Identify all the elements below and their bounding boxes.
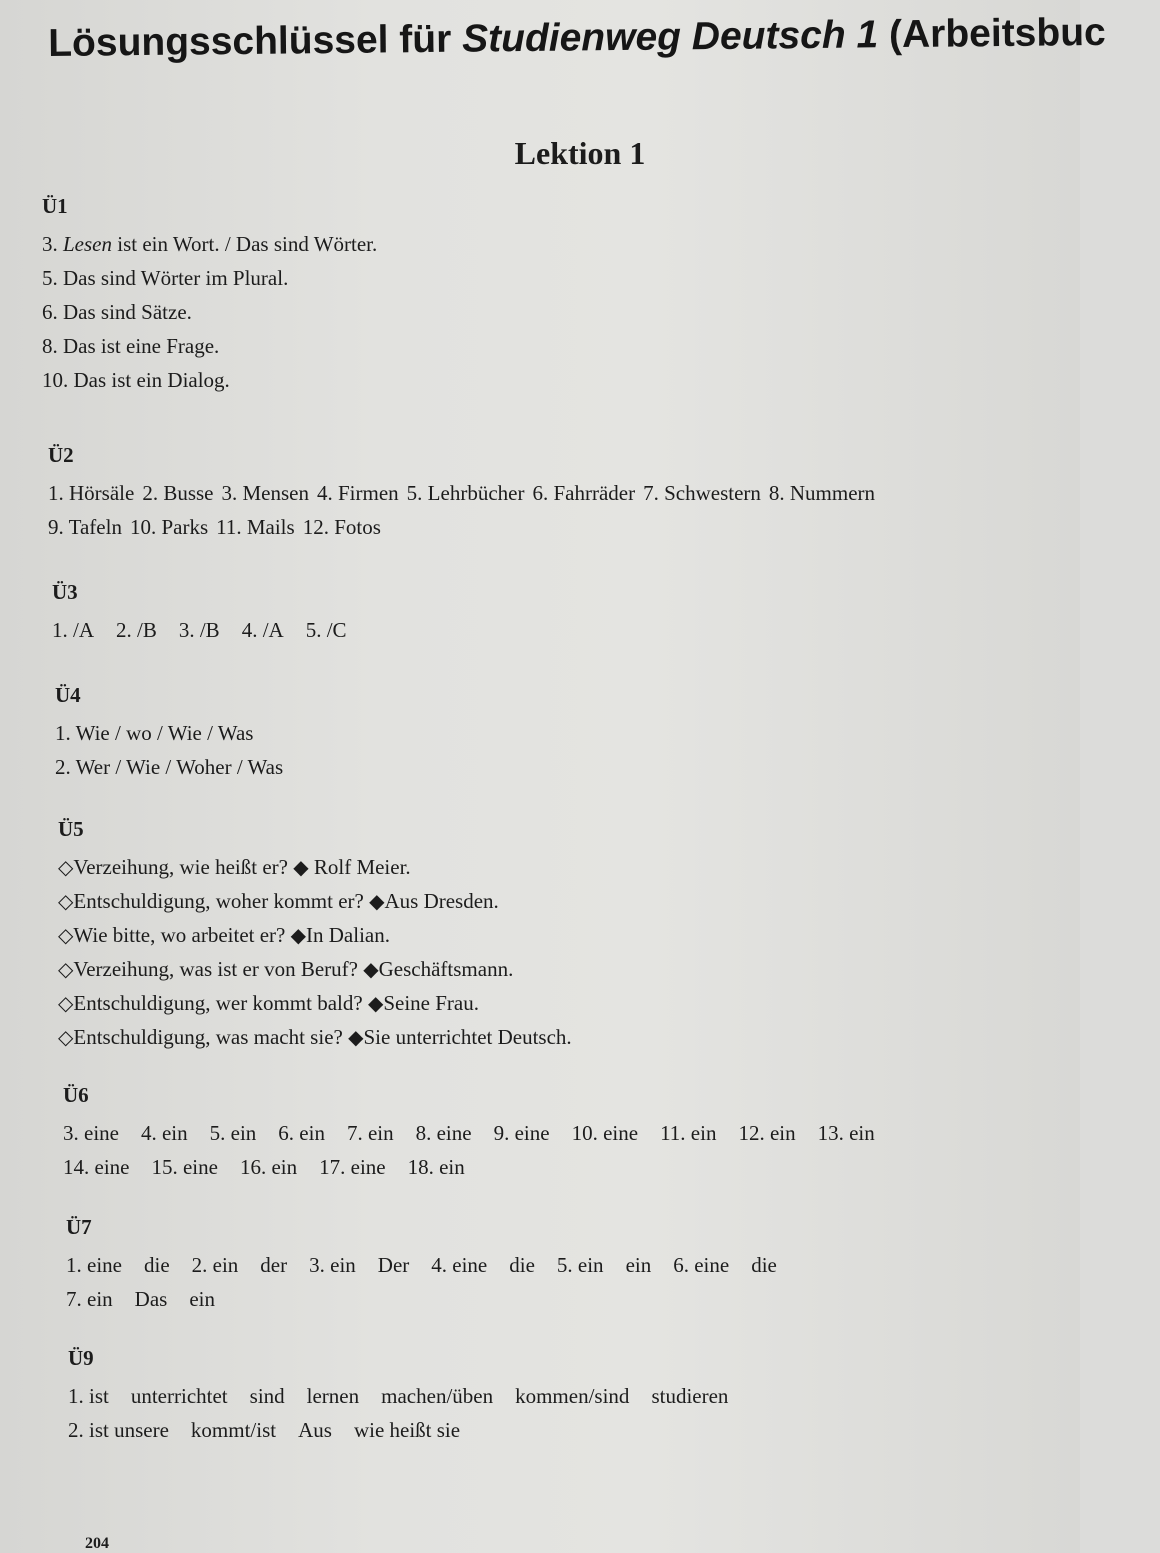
filled-diamond-icon: ◆ [363, 957, 379, 981]
lesson-title: Lektion 1 [514, 135, 646, 171]
dialog-line: ◇Entschuldigung, woher kommt er? ◆Aus Dresden. [58, 889, 499, 913]
page-number: 204 [85, 1535, 109, 1552]
open-diamond-icon: ◇ [58, 855, 74, 879]
filled-diamond-icon: ◆ [290, 923, 306, 947]
open-diamond-icon: ◇ [58, 889, 74, 913]
section-u4 [55, 683, 283, 784]
dialog-line: ◇Wie bitte, wo arbeitet er? ◆In Dalian. [58, 923, 390, 947]
dialog-line: ◇Verzeihung, was ist er von Beruf? ◆Geschäftsmann. [58, 957, 514, 981]
open-diamond-icon: ◇ [58, 991, 74, 1015]
filled-diamond-icon: ◆ [367, 991, 384, 1015]
dialog-line: ◇Entschuldigung, wer kommt bald? ◆Seine Frau. [58, 991, 479, 1015]
section-u5 [58, 817, 572, 1054]
section-title: Ü3 [52, 580, 78, 604]
section-title: Ü5 [58, 817, 84, 841]
section-title: Ü4 [55, 683, 81, 707]
answer-line: 9. Tafeln 10. Parks 11. Mails 12. Fotos [48, 515, 381, 539]
open-diamond-icon: ◇ [58, 923, 74, 947]
section-title: Ü6 [63, 1083, 89, 1107]
answer-line: 2. Wer / Wie / Woher / Was [55, 755, 284, 779]
filled-diamond-icon: ◆ [369, 889, 385, 913]
answer-line: 3. eine 4. ein 5. ein 6. ein 7. ein 8. eine 9. eine 10. eine 11. ein 12. ein 13. ein [63, 1121, 875, 1145]
answer-line: 1. Wie / wo / Wie / Was [55, 721, 254, 745]
header-title-suffix: (Arbeitsbuc [877, 10, 1106, 57]
section-u6 [63, 1083, 897, 1184]
section-u3 [52, 580, 369, 647]
answer-line: 2. ist unsere kommt/ist Aus wie heißt sie [68, 1418, 461, 1442]
dialog-line: ◇Entschuldigung, was macht sie? ◆Sie unterrichtet Deutsch. [58, 1025, 572, 1049]
section-title: Ü2 [48, 443, 74, 467]
section-u2 [48, 443, 883, 544]
answer-line: 1. /A 2. /B 3. /B 4. /A 5. /C [52, 618, 347, 642]
section-title: Ü7 [66, 1215, 92, 1239]
open-diamond-icon: ◇ [58, 957, 74, 981]
open-diamond-icon: ◇ [58, 1025, 74, 1049]
answer-line: 8. Das ist eine Frage. [42, 334, 220, 358]
answer-line: 5. Das sind Wörter im Plural. [42, 266, 289, 290]
answer-line: 6. Das sind Sätze. [42, 300, 192, 324]
answer-line: 7. ein Das ein [66, 1287, 215, 1311]
section-u1 [42, 194, 377, 397]
header-title-italic: Studienweg Deutsch 1 [461, 13, 879, 61]
answer-line: 1. Hörsäle 2. Busse 3. Mensen 4. Firmen 5. Lehrbücher 6. Fahrräder 7. Schwestern 8. Nummern [48, 481, 876, 505]
section-u7 [66, 1215, 799, 1316]
section-title: Ü1 [42, 194, 68, 218]
answer-line: 1. ist unterrichtet sind lernen machen/üben kommen/sind studieren [68, 1384, 729, 1408]
section-title: Ü9 [68, 1346, 94, 1370]
answer-line: 3. Lesen ist ein Wort. / Das sind Wörter. [42, 232, 378, 256]
answer-line: 1. eine die 2. ein der 3. ein Der 4. eine die 5. ein ein 6. eine die [66, 1253, 777, 1277]
answer-line: 14. eine 15. eine 16. ein 17. eine 18. ein [63, 1155, 465, 1179]
section-u9 [68, 1346, 750, 1447]
filled-diamond-icon: ◆ [348, 1025, 364, 1049]
page-header [48, 11, 1106, 66]
answer-line: 10. Das ist ein Dialog. [42, 368, 230, 392]
dialog-line: ◇Verzeihung, wie heißt er? ◆ Rolf Meier. [58, 855, 411, 879]
header-title-prefix: Lösungsschlüssel für [48, 17, 463, 65]
filled-diamond-icon: ◆ [293, 855, 309, 879]
